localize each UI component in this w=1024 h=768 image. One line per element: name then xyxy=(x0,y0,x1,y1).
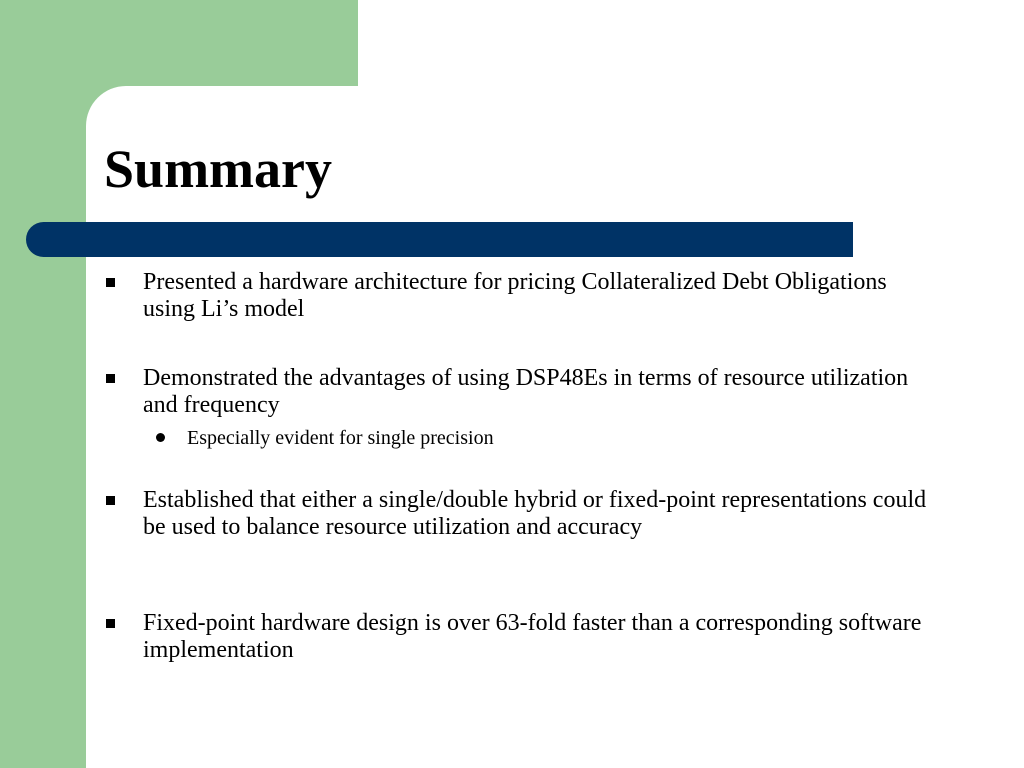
bullet-text: Demonstrated the advantages of using DSP48Es in terms of resource utilization and frequency xyxy=(143,365,909,418)
slide-title: Summary xyxy=(104,139,332,199)
round-bullet-icon xyxy=(156,433,165,442)
bullet-text: Established that either a single/double hybrid or fixed-point representations could be used to balance resource utilization and accuracy xyxy=(143,487,927,540)
square-bullet-icon xyxy=(106,278,115,287)
sub-bullet-text: Especially evident for single precision xyxy=(187,427,494,449)
bullet-text: Fixed-point hardware design is over 63-fold faster than a corresponding software implementation xyxy=(143,610,922,663)
bullet-text: Presented a hardware architecture for pricing Collateralized Debt Obligations using Li’s model xyxy=(143,269,887,322)
square-bullet-icon xyxy=(106,374,115,383)
square-bullet-icon xyxy=(106,619,115,628)
square-bullet-icon xyxy=(106,496,115,505)
